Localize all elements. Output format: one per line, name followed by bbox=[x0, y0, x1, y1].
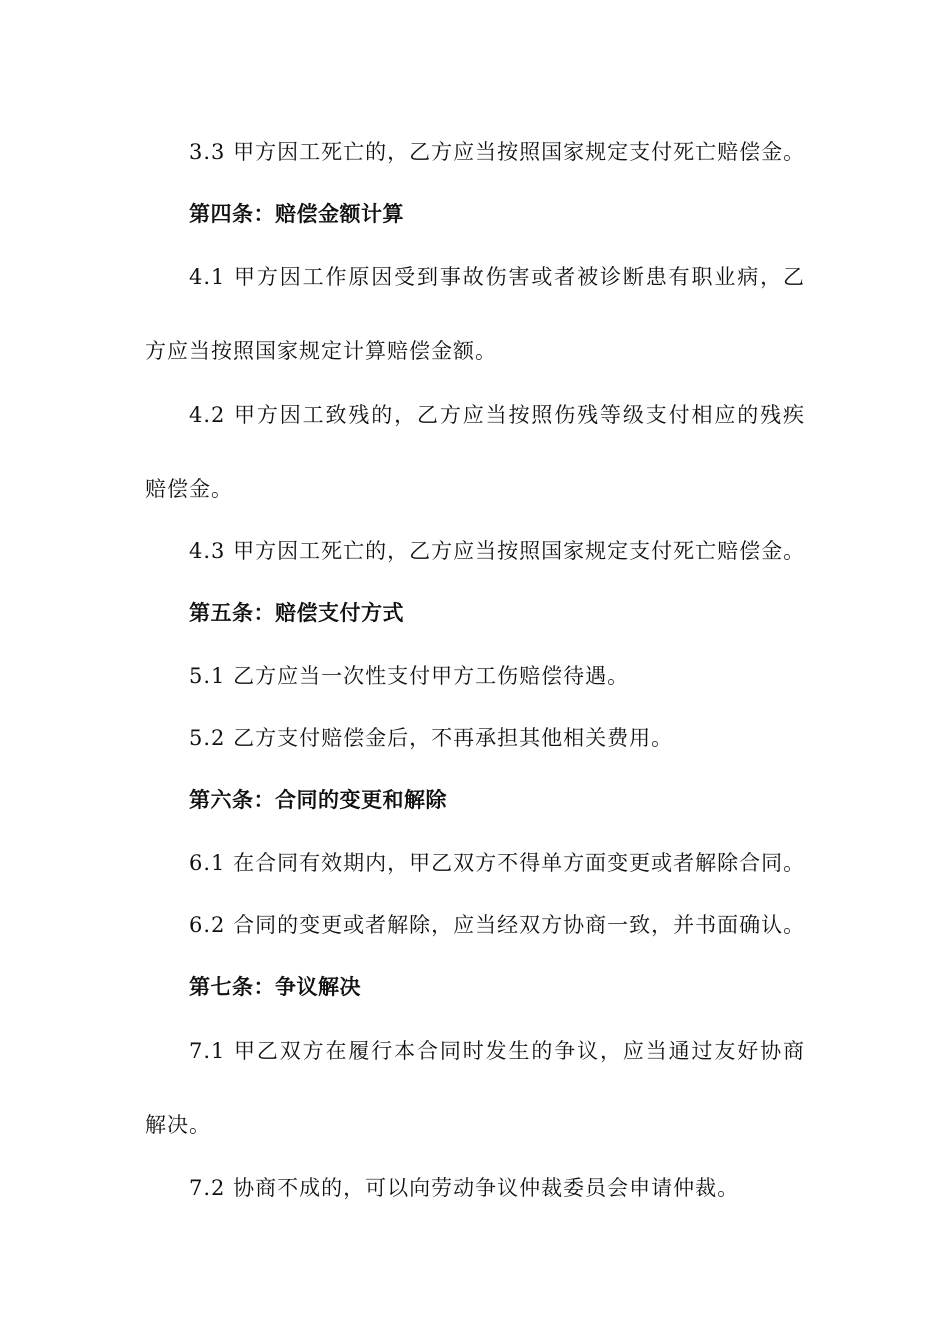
article-5-heading: 第五条：赔偿支付方式 bbox=[189, 601, 404, 625]
clause-3-3: 3.3 甲方因工死亡的，乙方应当按照国家规定支付死亡赔偿金。 bbox=[189, 140, 806, 164]
clause-5-1: 5.1 乙方应当一次性支付甲方工伤赔偿待遇。 bbox=[189, 664, 630, 688]
article-4-heading: 第四条：赔偿金额计算 bbox=[189, 202, 404, 226]
clause-7-1-line-2: 解决。 bbox=[145, 1113, 211, 1137]
article-6-heading: 第六条：合同的变更和解除 bbox=[189, 788, 447, 812]
clause-6-1: 6.1 在合同有效期内，甲乙双方不得单方面变更或者解除合同。 bbox=[189, 851, 806, 875]
clause-4-1-line-1: 4.1 甲方因工作原因受到事故伤害或者被诊断患有职业病，乙 bbox=[189, 265, 805, 289]
clause-5-2: 5.2 乙方支付赔偿金后，不再承担其他相关费用。 bbox=[189, 726, 674, 750]
clause-4-2-line-2: 赔偿金。 bbox=[145, 477, 233, 501]
clause-4-2-line-1: 4.2 甲方因工致残的，乙方应当按照伤残等级支付相应的残疾 bbox=[189, 403, 805, 427]
clause-6-2: 6.2 合同的变更或者解除，应当经双方协商一致，并书面确认。 bbox=[189, 913, 806, 937]
clause-7-1-line-1: 7.1 甲乙双方在履行本合同时发生的争议，应当通过友好协商 bbox=[189, 1039, 805, 1063]
article-7-heading: 第七条：争议解决 bbox=[189, 975, 361, 999]
clause-4-1-line-2: 方应当按照国家规定计算赔偿金额。 bbox=[145, 339, 497, 363]
clause-4-3: 4.3 甲方因工死亡的，乙方应当按照国家规定支付死亡赔偿金。 bbox=[189, 539, 806, 563]
clause-7-2: 7.2 协商不成的，可以向劳动争议仲裁委员会申请仲裁。 bbox=[189, 1176, 740, 1200]
